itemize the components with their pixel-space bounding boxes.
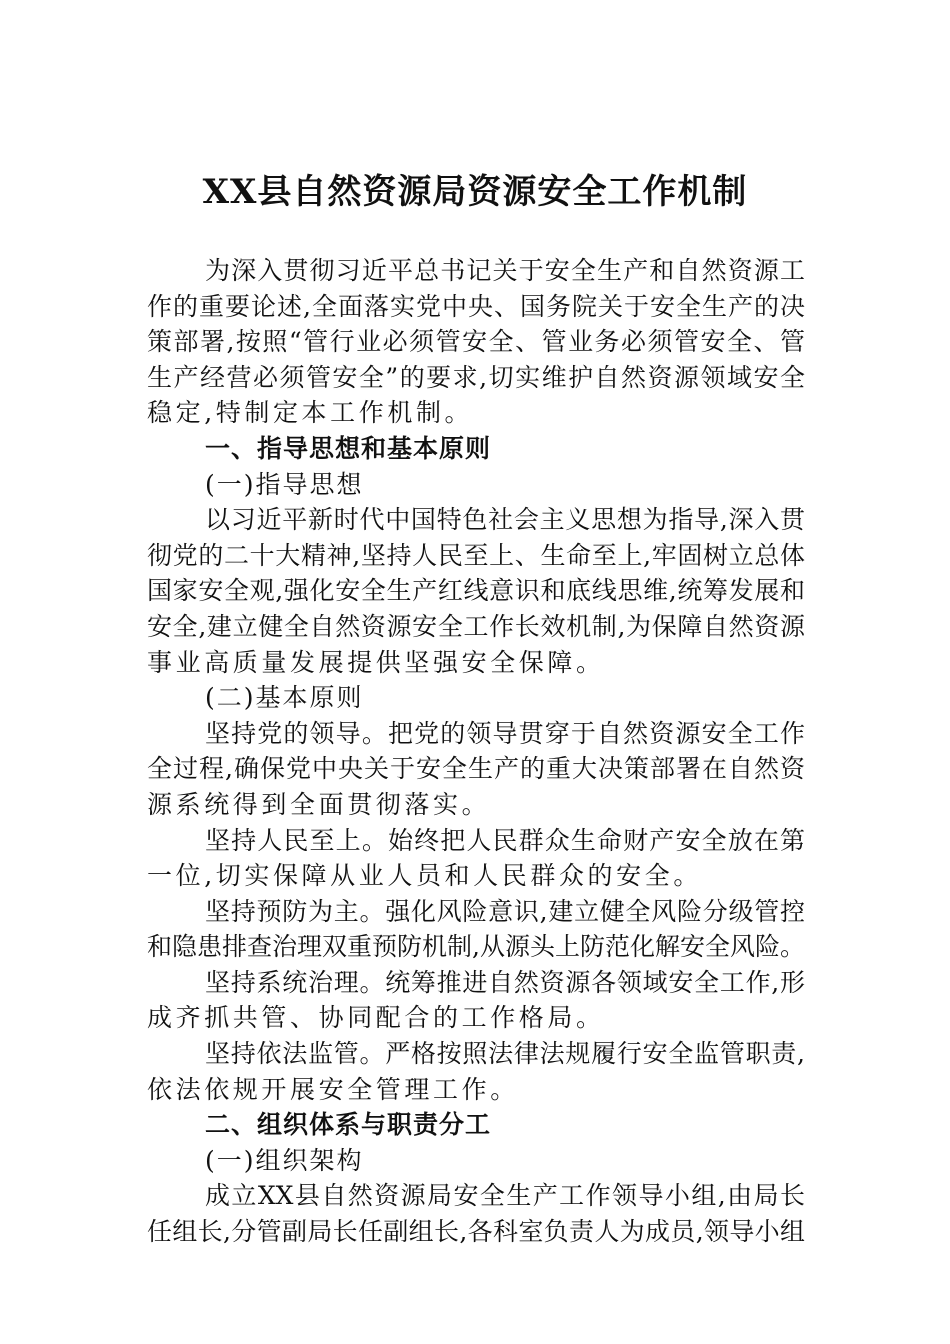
- paragraph-line: 坚持人民至上。始终把人民群众生命财产安全放在第: [205, 825, 805, 855]
- paragraph-line: 坚持党的领导。把党的领导贯穿于自然资源安全工作: [205, 718, 805, 748]
- document-body: [147, 253, 805, 1250]
- paragraph-line: 成立XX县自然资源局安全生产工作领导小组,由局长: [205, 1181, 805, 1211]
- paragraph-line: 国家安全观,强化安全生产红线意识和底线思维,统筹发展和: [147, 576, 805, 606]
- paragraph-line: 事业高质量发展提供坚强安全保障。: [147, 647, 605, 677]
- paragraph-line: 全过程,确保党中央关于安全生产的重大决策部署在自然资: [147, 754, 805, 784]
- document-title: XX县自然资源局资源安全工作机制: [202, 172, 748, 212]
- paragraph-line: 一位,切实保障从业人员和人民群众的安全。: [147, 861, 702, 891]
- paragraph-line: 成齐抓共管、协同配合的工作格局。: [147, 1003, 605, 1033]
- subsection-heading: (一)指导思想: [205, 469, 364, 499]
- paragraph-line: 生产经营必须管安全”的要求,切实维护自然资源领域安全: [147, 362, 805, 392]
- paragraph-line: 安全,建立健全自然资源安全工作长效机制,为保障自然资源: [147, 611, 805, 641]
- paragraph-line: 作的重要论述,全面落实党中央、国务院关于安全生产的决: [147, 291, 805, 321]
- paragraph-line: 以习近平新时代中国特色社会主义思想为指导,深入贯: [205, 505, 805, 535]
- subsection-heading: (二)基本原则: [205, 683, 364, 713]
- paragraph-line: 策部署,按照“管行业必须管安全、管业务必须管安全、管: [147, 327, 805, 357]
- paragraph-line: 和隐患排查治理双重预防机制,从源头上防范化解安全风险。: [147, 932, 805, 962]
- paragraph-line: 源系统得到全面贯彻落实。: [147, 789, 491, 819]
- subsection-heading: (一)组织架构: [205, 1145, 364, 1175]
- paragraph-line: 彻党的二十大精神,坚持人民至上、生命至上,牢固树立总体: [147, 540, 805, 570]
- paragraph-line: 依法依规开展安全管理工作。: [147, 1074, 519, 1104]
- section-heading: 二、组织体系与职责分工: [205, 1110, 492, 1140]
- section-heading: 一、指导思想和基本原则: [205, 433, 492, 463]
- paragraph-line: 任组长,分管副局长任副组长,各科室负责人为成员,领导小组: [147, 1217, 805, 1247]
- paragraph-line: 坚持预防为主。强化风险意识,建立健全风险分级管控: [205, 896, 805, 926]
- paragraph-line: 坚持系统治理。统筹推进自然资源各领域安全工作,形: [205, 967, 805, 997]
- paragraph-line: 坚持依法监管。严格按照法律法规履行安全监管职责,: [205, 1039, 805, 1069]
- paragraph-line: 为深入贯彻习近平总书记关于安全生产和自然资源工: [205, 256, 805, 285]
- paragraph-line: 稳定,特制定本工作机制。: [147, 398, 474, 428]
